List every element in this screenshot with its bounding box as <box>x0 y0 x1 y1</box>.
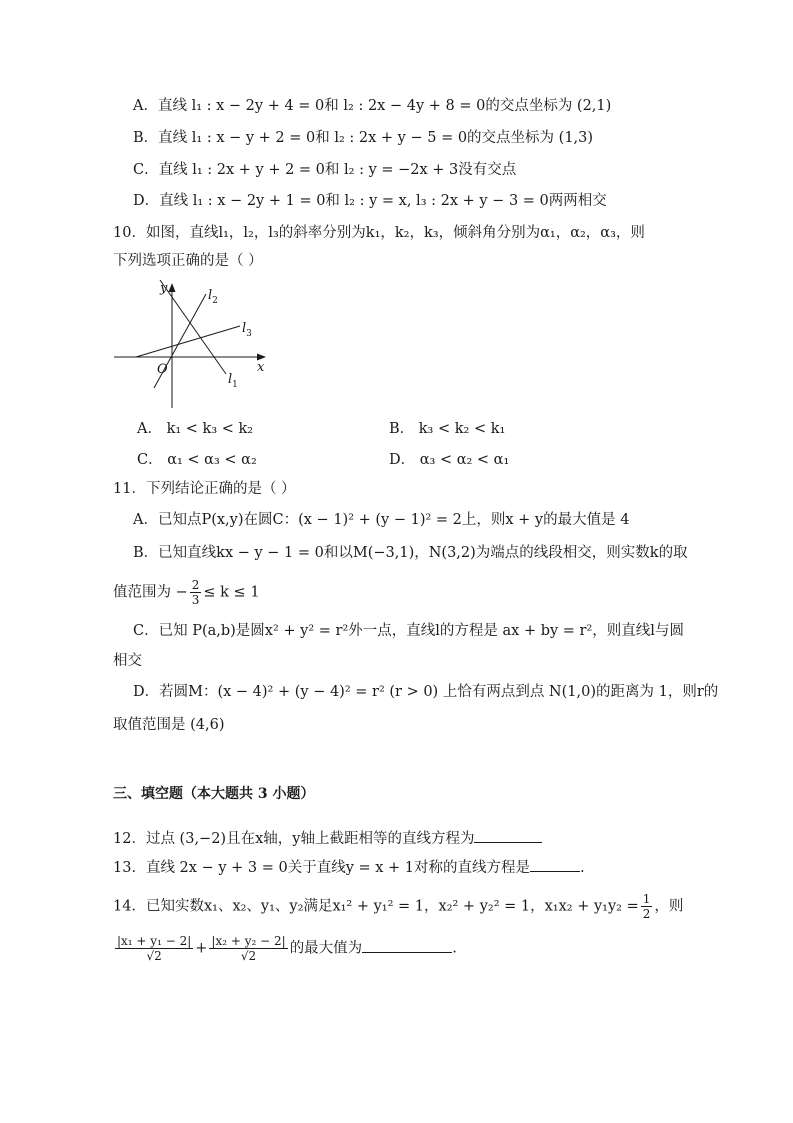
q11-option-c-line2: 相交 <box>113 653 142 669</box>
answer-blank[interactable] <box>362 938 452 953</box>
q10-option-a: A． k₁ < k₃ < k₂ <box>137 421 254 437</box>
q13-text: 13．直线 2x − y + 3 = 0关于直线y = x + 1对称的直线方程是 . <box>113 857 585 878</box>
q14-stem: 14．已知实数x₁、x₂、y₁、y₂满足x₁² + y₁² = 1，x₂² + y₂² = 1，x₁x₂ + y₁y₂ = $\frac{1}{2}$ ，则 <box>113 892 684 921</box>
q9-option-d: D．直线 l₁ : x − 2y + 1 = 0和 l₂ : y = x, l₃ : 2x + y − 3 = 0两两相交 <box>133 193 607 209</box>
q10-option-b: B． k₃ < k₂ < k₁ <box>389 421 506 437</box>
q10-option-d: D． α₃ < α₂ < α₁ <box>389 452 510 468</box>
q10-stem-line2: 下列选项正确的是（ ） <box>113 253 263 269</box>
l3-label: $l_3$ <box>242 321 252 339</box>
y-axis-arrow <box>169 283 176 292</box>
fraction: $\frac{2}{3}$ <box>191 578 200 607</box>
fraction: $\frac{1}{2}$ <box>642 892 651 921</box>
q11-option-d-line2: 取值范围是 (4,6) <box>113 717 225 733</box>
q11-option-a: A．已知点P(x,y)在圆C：(x − 1)² + (y − 1)² = 2上，则x + y的最大值是 4 <box>133 512 630 528</box>
q12-text: 12．过点 (3,−2)且在x轴，y轴上截距相等的直线方程为 <box>113 828 542 849</box>
answer-blank[interactable] <box>474 828 542 843</box>
q9-option-b: B．直线 l₁ : x − y + 2 = 0和 l₂ : 2x + y − 5 = 0的交点坐标为 (1,3) <box>133 130 594 146</box>
q14-expression: $\frac{\text{|x₁ + y₁ − 2|}}{√2}$ + $\frac{\text{|x₂ + y₂ − 2|}}{√2}$ 的最大值为 . <box>117 934 457 963</box>
fraction: $\frac{\text{|x₂ + y₂ − 2|}}{√2}$ <box>211 934 286 963</box>
l1-label: $l_1$ <box>228 372 238 390</box>
q11-option-c-line1: C．已知 P(a,b)是圆x² + y² = r²外一点，直线l的方程是 ax + by = r²，则直线l与圆 <box>133 623 684 639</box>
q11-option-d-line1: D．若圆M：(x − 4)² + (y − 4)² = r² (r > 0) 上恰有两点到点 N(1,0)的距离为 1，则r的 <box>133 684 719 700</box>
line-l3 <box>136 326 240 357</box>
q10-option-c: C． α₁ < α₃ < α₂ <box>137 452 257 468</box>
q11-option-b-line1: B．已知直线kx − y − 1 = 0和以M(−3,1)，N(3,2)为端点的线段相交，则实数k的取 <box>133 545 688 561</box>
fraction: $\frac{\text{|x₁ + y₁ − 2|}}{√2}$ <box>117 934 192 963</box>
q11-option-b-line2: 值范围为 − $\frac{2}{3}$ ≤ k ≤ 1 <box>113 578 260 607</box>
section-heading: 三、填空题（本大题共 3 小题） <box>113 786 315 802</box>
q11-stem: 11．下列结论正确的是（ ） <box>113 481 296 497</box>
q9-option-c: C．直线 l₁ : 2x + y + 2 = 0和 l₂ : y = −2x + 3没有交点 <box>133 162 517 178</box>
x-axis-label: x <box>257 360 265 375</box>
y-axis-label: y <box>160 281 168 296</box>
q10-figure <box>112 280 282 410</box>
origin-label: O <box>157 362 168 377</box>
answer-blank[interactable] <box>530 857 580 872</box>
q9-option-a: A．直线 l₁ : x − 2y + 4 = 0和 l₂ : 2x − 4y + 8 = 0的交点坐标为 (2,1) <box>133 98 612 114</box>
q10-stem-line1: 10．如图，直线l₁，l₂，l₃的斜率分别为k₁，k₂，k₃，倾斜角分别为α₁，α₂，α₃，则 <box>113 225 645 241</box>
l2-label: $l_2$ <box>208 288 218 306</box>
